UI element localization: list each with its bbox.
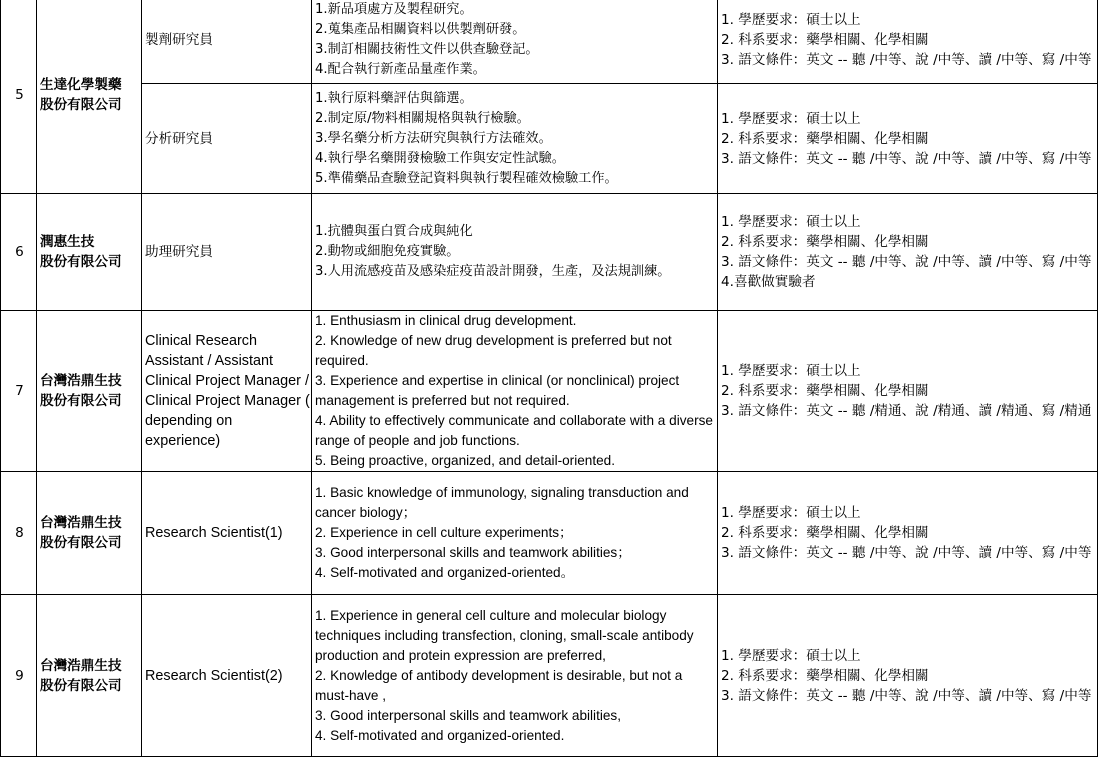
company-name: 潤惠生技 股份有限公司	[37, 194, 142, 311]
table-row	[1, 311, 1098, 472]
job-duties: 1. Enthusiasm in clinical drug development. 2. Knowledge of new drug development is preferred but not required. 3. Experience and expertise in clinical (or nonclinical) project management is preferred but not required. 4. Ability to effectively communicate and collaborate with a diverse range of people and job functions. 5. Being proactive, organized, and detail-oriented.	[312, 311, 718, 472]
job-duties: 1.新品項處方及製程研究。 2.蒐集產品相關資料以供製劑研發。 3.制訂相關技術性文件以供查驗登記。 4.配合執行新產品量產作業。	[312, 0, 718, 84]
row-number: 8	[1, 472, 37, 595]
job-requirements: 1. 學歷要求：碩士以上 2. 科系要求：藥學相關、化學相關 3. 語文條件：英文 -- 聽 /中等、說 /中等、讀 /中等、寫 /中等	[718, 0, 1098, 84]
job-requirements: 1. 學歷要求：碩士以上 2. 科系要求：藥學相關、化學相關 3. 語文條件：英文 -- 聽 /中等、說 /中等、讀 /中等、寫 /中等	[718, 84, 1098, 194]
company-name: 台灣浩鼎生技 股份有限公司	[37, 311, 142, 472]
job-duties: 1.抗體與蛋白質合成與純化 2.動物或細胞免疫實驗。 3.人用流感疫苗及感染症疫苗設計開發，生產，及法規訓練。	[312, 194, 718, 311]
position-title: 分析研究員	[142, 84, 312, 194]
row-number: 6	[1, 194, 37, 311]
company-name: 台灣浩鼎生技 股份有限公司	[37, 595, 142, 757]
job-requirements: 1. 學歷要求：碩士以上 2. 科系要求：藥學相關、化學相關 3. 語文條件：英文 -- 聽 /中等、說 /中等、讀 /中等、寫 /中等	[718, 595, 1098, 757]
table-row	[1, 194, 1098, 311]
table-row	[1, 84, 1098, 194]
company-name: 台灣浩鼎生技 股份有限公司	[37, 472, 142, 595]
row-number: 9	[1, 595, 37, 757]
position-title: Research Scientist(2)	[142, 595, 312, 757]
table-row	[1, 595, 1098, 757]
job-requirements: 1. 學歷要求：碩士以上 2. 科系要求：藥學相關、化學相關 3. 語文條件：英文 -- 聽 /精通、說 /精通、讀 /精通、寫 /精通	[718, 311, 1098, 472]
position-title: Research Scientist(1)	[142, 472, 312, 595]
position-title: 製劑研究員	[142, 0, 312, 84]
job-duties: 1. Experience in general cell culture and molecular biology techniques including transfection, cloning, small-scale antibody production and protein expression are preferred, 2. Knowledge of antibody development is desirable, but not a must-have , 3. Good interpersonal skills and teamwork abilities, 4. Self-motivated and organized-oriented.	[312, 595, 718, 757]
job-duties: 1. Basic knowledge of immunology, signaling transduction and cancer biology； 2. Experience in cell culture experiments； 3. Good interpersonal skills and teamwork abilities； 4. Self-motivated and organized-oriented。	[312, 472, 718, 595]
table-row	[1, 472, 1098, 595]
row-number: 5	[1, 0, 37, 194]
position-title: 助理研究員	[142, 194, 312, 311]
row-number: 7	[1, 311, 37, 472]
table-row	[1, 0, 1098, 84]
position-title: Clinical Research Assistant / Assistant Clinical Project Manager / Clinical Project Manager ( depending on experience)	[142, 311, 312, 472]
job-requirements: 1. 學歷要求：碩士以上 2. 科系要求：藥學相關、化學相關 3. 語文條件：英文 -- 聽 /中等、說 /中等、讀 /中等、寫 /中等	[718, 472, 1098, 595]
job-requirements: 1. 學歷要求：碩士以上 2. 科系要求：藥學相關、化學相關 3. 語文條件：英文 -- 聽 /中等、說 /中等、讀 /中等、寫 /中等 4.喜歡做實驗者	[718, 194, 1098, 311]
company-name: 生達化學製藥 股份有限公司	[37, 0, 142, 194]
job-duties: 1.執行原料藥評估與篩選。 2.制定原/物料相關規格與執行檢驗。 3.學名藥分析方法研究與執行方法確效。 4.執行學名藥開發檢驗工作與安定性試驗。 5.準備藥品查驗登記資料與執行製程確效檢驗工作。	[312, 84, 718, 194]
